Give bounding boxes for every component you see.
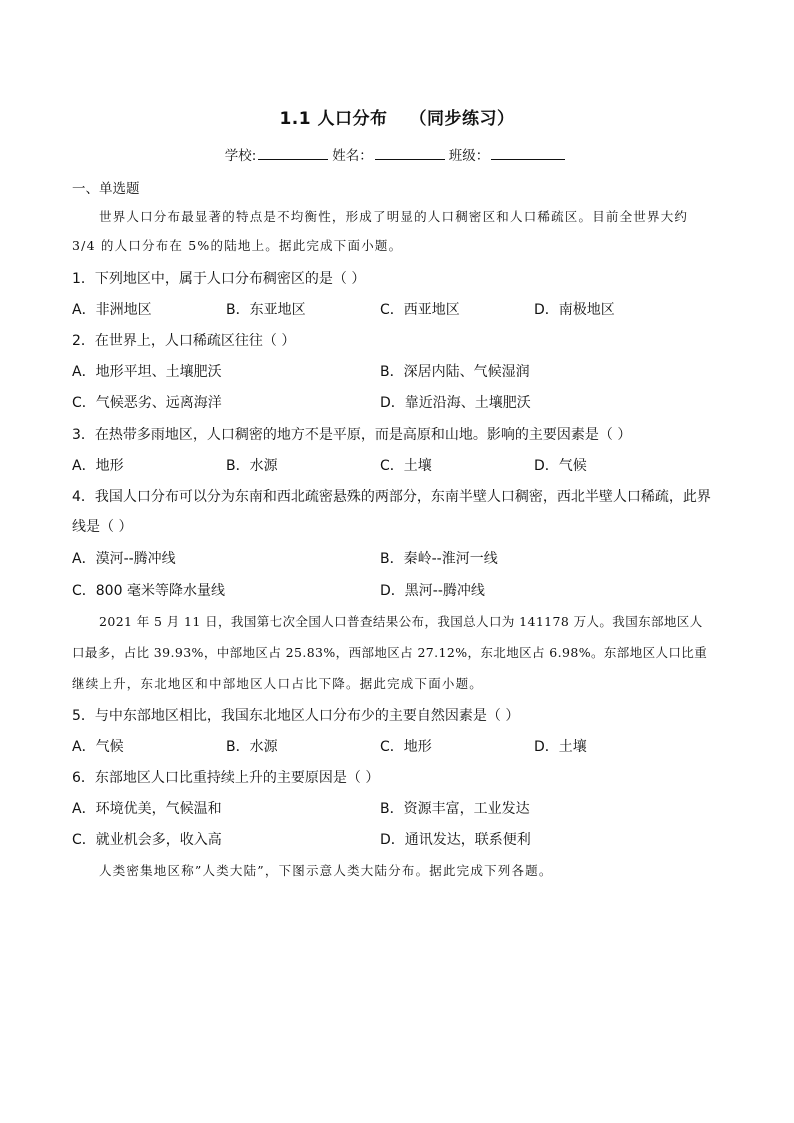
q6-option-c[interactable]: C．就业机会多，收入高 (72, 832, 222, 848)
school-blank[interactable] (258, 145, 328, 160)
q4-option-a[interactable]: A．漠河--腾冲线 (72, 551, 176, 567)
q4-option-b[interactable]: B．秦岭--淮河一线 (380, 551, 498, 567)
q3-option-c[interactable]: C．土壤 (380, 458, 432, 474)
name-label: 姓名： (332, 148, 373, 164)
passage3-line: 人类密集地区称”人类大陆”，下图示意人类大陆分布。据此完成下列各题。 (99, 863, 553, 878)
q5-option-a[interactable]: A．气候 (72, 739, 124, 755)
school-label: 学校: (224, 148, 257, 164)
q3-option-a[interactable]: A．地形 (72, 458, 124, 474)
question-1-stem: 1．下列地区中，属于人口分布稠密区的是（ ） (72, 271, 366, 287)
q5-option-d[interactable]: D．土壤 (534, 739, 587, 755)
q6-option-a[interactable]: A．环境优美，气候温和 (72, 801, 222, 817)
q1-option-b[interactable]: B．东亚地区 (226, 302, 306, 318)
class-label: 班级： (448, 148, 490, 164)
title-subtitle: （同步练习） (409, 109, 515, 129)
q5-option-c[interactable]: C．地形 (380, 739, 432, 755)
q3-option-d[interactable]: D．气候 (534, 458, 587, 474)
passage2-line-2: 口最多，占比 39.93%，中部地区占 25.83%，西部地区占 27.12%，东北地区占 6.98%。东部地区人口比重 (72, 645, 708, 660)
passage1-line-2: 3/4 的人口分布在 5%的陆地上。据此完成下面小题。 (72, 238, 403, 253)
passage2-line-1: 2021 年 5 月 11 日，我国第七次全国人口普查结果公布，我国总人口为 141178 万人。我国东部地区人 (99, 614, 703, 629)
section-heading: 一、单选题 (72, 181, 140, 197)
q1-option-d[interactable]: D．南极地区 (534, 302, 615, 318)
q6-option-b[interactable]: B．资源丰富，工业发达 (380, 801, 530, 817)
q2-option-c[interactable]: C．气候恶劣、远离海洋 (72, 395, 222, 411)
question-5-stem: 5．与中东部地区相比，我国东北地区人口分布少的主要自然因素是（ ） (72, 708, 520, 724)
question-4-stem-line-2: 线是（ ） (72, 519, 133, 535)
question-2-stem: 2．在世界上，人口稀疏区往往（ ） (72, 333, 296, 349)
q1-option-c[interactable]: C．西亚地区 (380, 302, 460, 318)
question-6-stem: 6．东部地区人口比重持续上升的主要原因是（ ） (72, 770, 380, 786)
q2-option-b[interactable]: B．深居内陆、气候湿润 (380, 364, 530, 380)
student-info-line (0, 144, 794, 164)
question-4-stem-line-1: 4．我国人口分布可以分为东南和西北疏密悬殊的两部分，东南半壁人口稠密，西北半壁人口稀疏，此界 (72, 489, 711, 505)
class-blank[interactable] (491, 145, 565, 160)
q5-option-b[interactable]: B．水源 (226, 739, 278, 755)
q3-option-b[interactable]: B．水源 (226, 458, 278, 474)
q2-option-d[interactable]: D．靠近沿海、土壤肥沃 (380, 395, 531, 411)
passage1-line-1: 世界人口分布最显著的特点是不均衡性，形成了明显的人口稠密区和人口稀疏区。目前全世界大约 (99, 209, 689, 224)
q2-option-a[interactable]: A．地形平坦、土壤肥沃 (72, 364, 222, 380)
question-3-stem: 3．在热带多雨地区，人口稠密的地方不是平原，而是高原和山地。影响的主要因素是（ ） (72, 427, 632, 443)
name-blank[interactable] (375, 145, 445, 160)
title-main: 1.1 人口分布 (279, 109, 388, 129)
q1-option-a[interactable]: A．非洲地区 (72, 302, 152, 318)
q6-option-d[interactable]: D．通讯发达，联系便利 (380, 832, 531, 848)
q4-option-d[interactable]: D．黑河--腾冲线 (380, 583, 485, 599)
passage2-line-3: 继续上升，东北地区和中部地区人口占比下降。据此完成下面小题。 (72, 676, 484, 691)
q4-option-c[interactable]: C．800 毫米等降水量线 (72, 583, 225, 599)
page-title (0, 104, 794, 129)
